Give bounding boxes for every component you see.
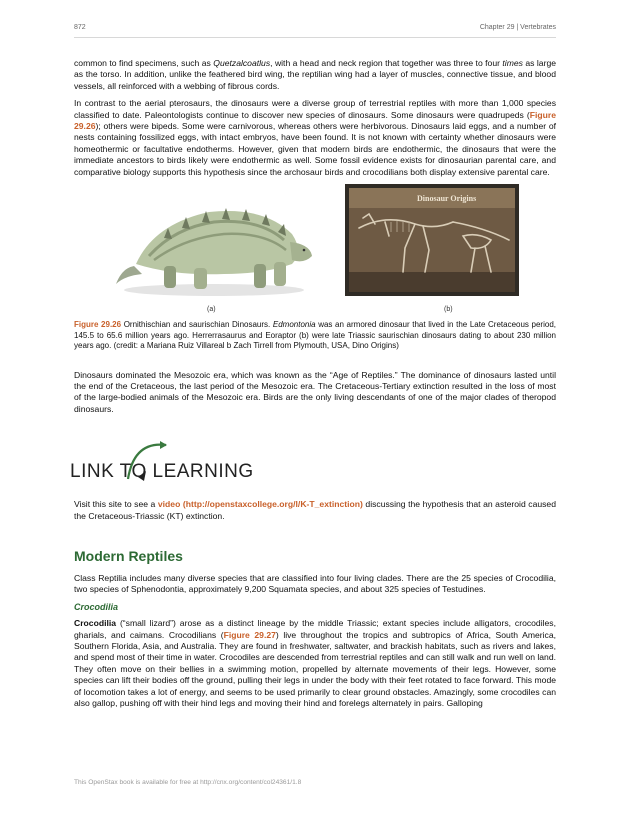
edmontonia-illustration bbox=[114, 194, 314, 298]
link-to-learning-text: Visit this site to see a video (http://openstaxcollege.org/l/K-T_extinction) discussing the hypothesis that an asteroid caused the Cretaceous-Triassic (KT) extinction. bbox=[74, 499, 556, 521]
panel-label-b: (b) bbox=[444, 306, 453, 314]
paragraph-reptilia: Class Reptilia includes many diverse species that are classified into four living clades. There are the 25 species of Crocodilia, two species of Sphenodontia, approximately 9,200 Squamata species, and about 325 species of Testudines. bbox=[74, 573, 556, 595]
page-number: 872 bbox=[74, 24, 86, 31]
kt-extinction-video-link[interactable]: video (http://openstaxcollege.org/l/K-T_extinction) bbox=[157, 499, 363, 510]
page-footer: This OpenStax book is available for free at http://cnx.org/content/col24361/1.8 bbox=[74, 779, 302, 786]
logo-text: LINK TO LEARNING bbox=[70, 461, 254, 483]
figure-link-29-27[interactable]: Figure 29.27 bbox=[223, 629, 276, 640]
key-term: Crocodilia bbox=[74, 618, 117, 629]
species-name: Quetzalcoatlus bbox=[213, 58, 271, 68]
page-content bbox=[70, 58, 557, 715]
museum-sign: Dinosaur Origins bbox=[417, 194, 477, 204]
panel-label-a: (a) bbox=[207, 306, 216, 314]
caption-label: Figure 29.26 bbox=[74, 320, 122, 330]
subsection-title: Crocodilia bbox=[74, 601, 119, 612]
header-rule bbox=[74, 37, 556, 38]
paragraph-pterosaurs: common to find specimens, such as Quetzalcoatlus, with a head and neck region that together was three to four times as large as the torso. In addition, unlike the feathered bird wing, the reptilian wing had a layer of muscles, connective tissue, and blood vessels, all reinforced with a webbing of fibrous cords. bbox=[74, 58, 557, 91]
section-title: Modern Reptiles bbox=[74, 548, 183, 564]
paragraph-crocodilia: Crocodilia (“small lizard”) arose as a distinct lineage by the middle Triassic; extant species include alligators, crocodiles, gharials, and caimans. Crocodilians (Figure 29.27) live throughout the tropics and subtropics of Africa, South America, Southern Florida, Asia, and Australia. They are found in freshwater, saltwater, and brackish habitats, such as rivers and lakes, and spend most of their time in water. Crocodiles are descended from terrestrial reptiles and can still walk and run well on land. They often move on their bellies in a swimming motion, propelled by alternate movements of their legs. However, some species can lift their bodies off the ground, pulling their legs in under the body with their feet rotated to face forward. This mode of locomotion takes a lot of energy, and seems to be used primarily to clear ground obstacles. Amazingly, some crocodiles can also gallop, pushing off with their hind legs and moving their hind and forelegs alternately in pairs. Galloping bbox=[74, 618, 556, 709]
figure-29-26 bbox=[74, 184, 556, 302]
figure-link-29-26[interactable]: Figure 29.26 bbox=[74, 109, 556, 132]
figure-panel-labels bbox=[74, 304, 556, 314]
link-to-learning-logo bbox=[70, 431, 556, 493]
paragraph-mesozoic: Dinosaurs dominated the Mesozoic era, which was known as the “Age of Reptiles.” The dominance of dinosaurs lasted until the end of the Cretaceous, the last period of the Mesozoic era. The Cretaceous-Tertiary extinction resulted in the loss of most of the large-bodied animals of the Mesozoic era. Birds are the only living descendants of one of the major clades of theropod dinosaurs. bbox=[74, 369, 556, 414]
figure-caption: Figure 29.26 Ornithischian and saurischian Dinosaurs. Edmontonia was an armored dinosaur that lived in the Late Cretaceous period, 145.5 to 65.6 million years ago. Herrerrasaurus and Eoraptor (b) were late Triassic saurischian dinosaurs dating to about 230 million years ago. (credit: a Mariana Ruiz Villareal b Zach Tirrell from Plymouth, USA, Dino Origins) bbox=[74, 320, 556, 351]
dino-origins-museum-photo bbox=[345, 184, 519, 296]
paragraph-dinosaurs: In contrast to the aerial pterosaurs, the dinosaurs were a diverse group of terrestrial reptiles with more than 1,000 species classified to date. Paleontologists continue to discover new species of dinosaurs. Some dinosaurs were quadrupeds (Figure 29.26); others were bipeds. Some were carnivorous, whereas others were herbivorous. Dinosaurs laid eggs, and a number of nests containing fossilized eggs, with intact embryos, have been found. It is not known with certainty whether dinosaurs were homeothermic or facultative endotherms. However, given that modern birds are endothermic, the dinosaurs that were the immediate ancestors to birds likely were endothermic as well. Some fossil evidence exists for dinosaurian parental care, and comparative biology supports this hypothesis since the archosaur birds and crocodilians both display extensive parental care. bbox=[74, 98, 556, 177]
link-to-learning-icon bbox=[70, 431, 270, 493]
chapter-title: Chapter 29 | Vertebrates bbox=[479, 24, 556, 31]
